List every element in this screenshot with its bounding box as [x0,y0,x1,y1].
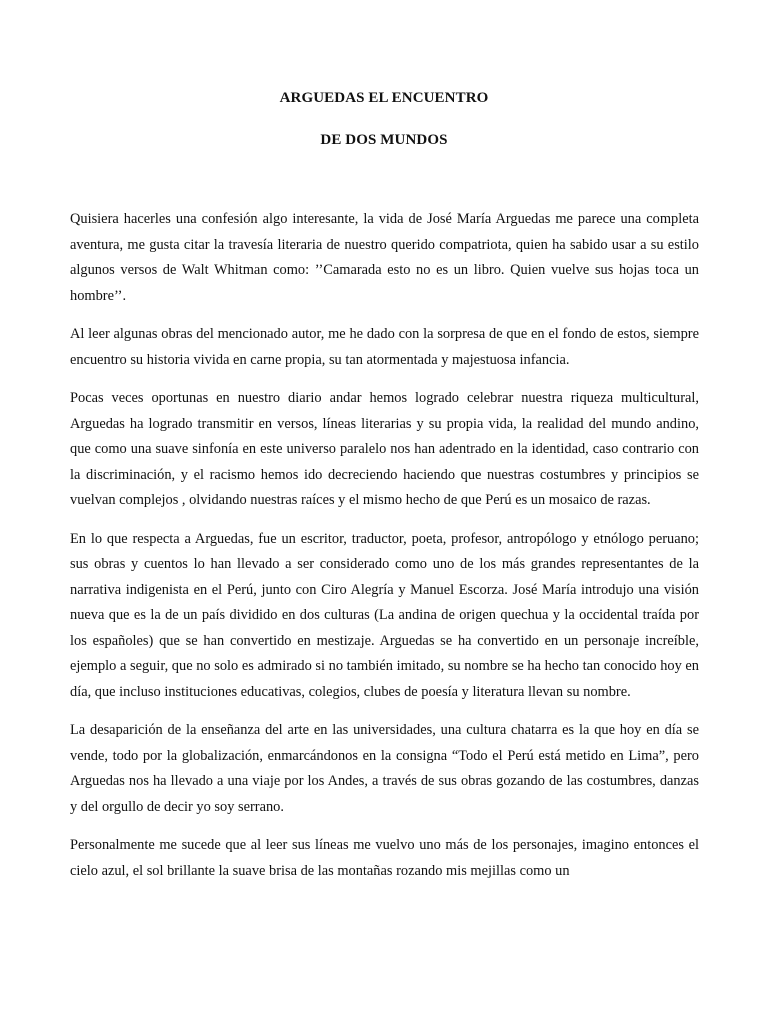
paragraph-1: Quisiera hacerles una confesión algo interesante, la vida de José María Arguedas me parece una completa aventura, me gusta citar la travesía literaria de nuestro querido compatriota, quien ha sabido usar a su estilo algunos versos de Walt Whitman como: ’’Camarada esto no es un libro. Quien vuelve sus hojas toca un hombre’’. [70,211,699,304]
document-title-line-2: DE DOS MUNDOS [320,132,448,148]
paragraph-5: La desaparición de la enseñanza del arte en las universidades, una cultura chatarra es la que hoy en día se vende, todo por la globalización, enmarcándonos en la consigna “Todo el Perú está metido en Lima”, pero Arguedas nos ha llevado a una viaje por los Andes, a través de sus obras gozando de las costumbres, danzas y del orgullo de decir yo soy serrano. [70,722,699,815]
paragraph-6: Personalmente me sucede que al leer sus líneas me vuelvo uno más de los personajes, imagino entonces el cielo azul, el sol brillante la suave brisa de las montañas rozando mis mejillas como un [70,837,699,879]
document-body [70,207,699,897]
paragraph-4: En lo que respecta a Arguedas, fue un escritor, traductor, poeta, profesor, antropólogo y etnólogo peruano; sus obras y cuentos lo han llevado a ser considerado como uno de los más grandes representantes de la narrativa indigenista en el Perú, junto con Ciro Alegría y Manuel Escorza. José María introdujo una visión nueva que es la de un país dividido en dos culturas (La andina de origen quechua y la occidental traída por los españoles) que se han convertido en mestizaje. Arguedas se ha convertido en un personaje increíble, ejemplo a seguir, que no solo es admirado si no también imitado, su nombre se ha hecho tan conocido hoy en día, que incluso instituciones educativas, colegios, clubes de poesía y literatura llevan su nombre. [70,530,699,700]
document-title-line-1: ARGUEDAS EL ENCUENTRO [279,90,489,106]
paragraph-3: Pocas veces oportunas en nuestro diario andar hemos logrado celebrar nuestra riqueza multicultural, Arguedas ha logrado transmitir en versos, líneas literarias y su propia vida, la realidad del mundo andino, que como una suave sinfonía en este universo paralelo nos han adentrado en la identidad, caso contrario con la discriminación, y el racismo hemos ido decreciendo haciendo que nuestras costumbres y principios se vuelvan complejos , olvidando nuestras raíces y el mismo hecho de que Perú es un mosaico de razas. [70,390,699,508]
paragraph-2: Al leer algunas obras del mencionado autor, me he dado con la sorpresa de que en el fondo de estos, siempre encuentro su historia vivida en carne propia, su tan atormentada y majestuosa infancia. [70,326,699,368]
